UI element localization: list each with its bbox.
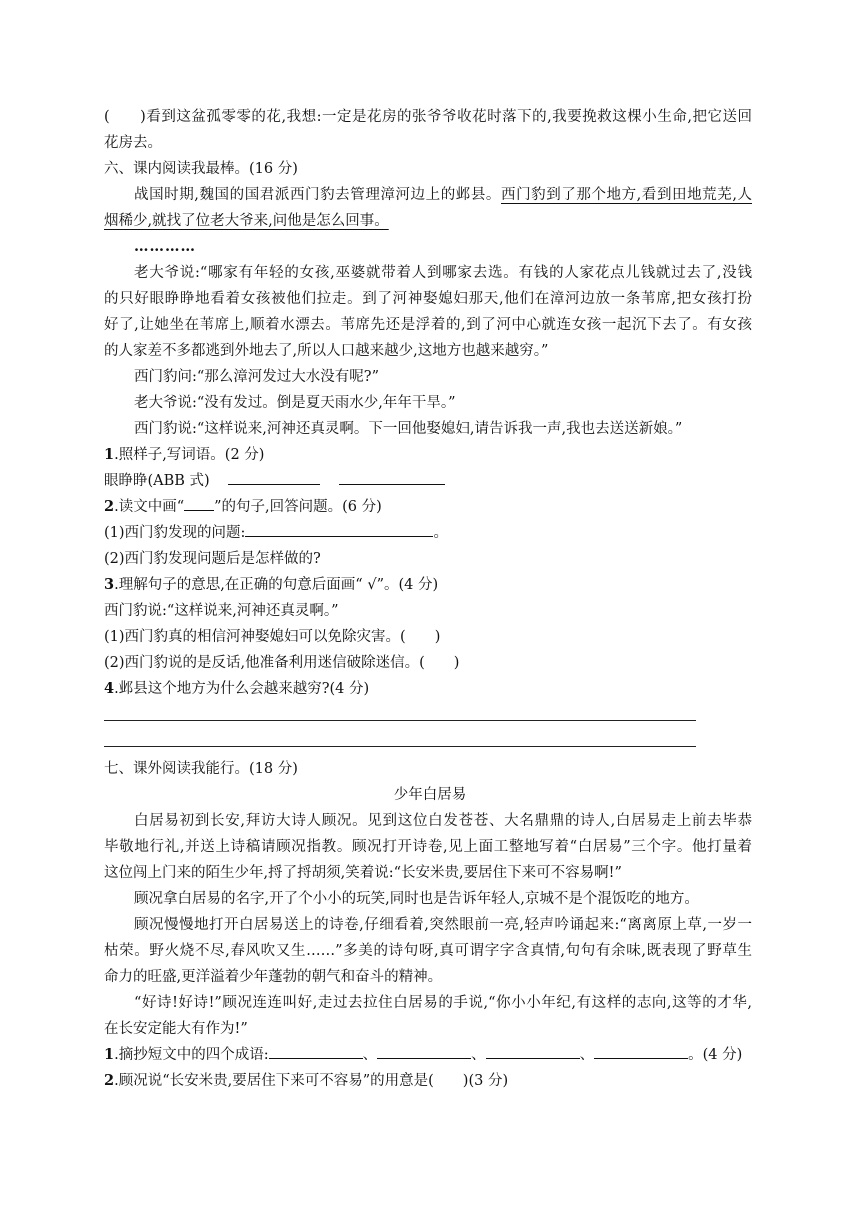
s6-question-3 [104,574,438,596]
s7-question-2 [104,1070,508,1092]
s6-q1-example: 眼睁睁(ABB 式) [104,473,210,489]
section-6-heading: 六、课内阅读我最棒。(16 分) [104,161,298,177]
section-7-heading: 七、课外阅读我能行。(18 分) [104,761,298,777]
s6-q1-answer-row [104,470,445,492]
s7-paragraph-4-line-2: 在长安定能大有作为!” [104,1021,248,1037]
s6-question-4 [104,678,369,700]
s7-paragraph-4-line-1: “好诗!好诗!”顾况连连叫好,走过去拉住白居易的手说,“你小小年纪,有这样的志向,这等的才华, [134,995,752,1011]
s6-q4-text: .邺县这个地方为什么会越来越穷?(4 分) [114,681,370,697]
s7-q1-sep-1: 、 [362,1047,378,1063]
s6-q2-underline-marker [184,496,214,511]
s6-p1-plain: 战国时期,魏国的国君派西门豹去管理漳河边上的邺县。 [134,187,501,203]
s6-q3-text: .理解句子的意思,在正确的句意后面画“ √”。(4 分) [114,577,439,593]
s7-q1-text: .摘抄短文中的四个成语: [114,1047,269,1063]
s6-paragraph-2-line-1: 老大爷说:“哪家有年轻的女孩,巫婆就带着人到哪家去选。有钱的人家花点儿钱就过去了,没钱 [134,265,752,281]
s7-question-1 [104,1044,742,1066]
s7-q2-number: 2 [104,1072,115,1089]
s6-q1-number: 1 [104,446,115,463]
s6-paragraph-5: 西门豹说:“这样说来,河神还真灵啊。下一回他娶媳妇,请告诉我一声,我也去送送新娘。” [134,421,683,437]
s7-q2-text: .顾况说“长安米贵,要居住下来可不容易”的用意是( )(3 分) [114,1073,509,1089]
s7-q1-blank-3[interactable] [486,1044,580,1059]
s6-paragraph-4: 老大爷说:“没有发过。倒是夏天雨水少,年年干旱。” [134,395,456,411]
intro-line-2: 花房去。 [104,135,162,151]
s6-q2-text-b: ”的句子,回答问题。(6 分) [214,499,382,515]
s6-q2-text-a: .读文中画“ [114,499,185,515]
s6-q3-option-2[interactable]: (2)西门豹说的是反话,他准备利用迷信破除迷信。( ) [104,655,460,671]
s7-paragraph-1-line-3: 这位闯上门来的陌生少年,捋了捋胡须,笑着说:“长安米贵,要居住下来可不容易啊!” [104,865,622,881]
s7-q1-end: 。(4 分) [688,1047,743,1063]
s6-p1-underlined-b: 烟稀少,就找了位老大爷来,问他是怎么回事。 [104,213,389,229]
s7-paragraph-3-line-2: 枯荣。野火烧不尽,春风吹又生……”多美的诗句呀,真可谓字字含真情,句句有余味,既表现了野草生 [104,943,752,959]
s6-q2-sub-2: (2)西门豹发现问题后是怎样做的? [104,551,321,567]
s6-q2-sub-1 [104,522,448,544]
s7-paragraph-3-line-1: 顾况慢慢地打开白居易送上的诗卷,仔细看着,突然眼前一亮,轻声吟诵起来:“离离原上草,一岁一 [134,917,752,933]
s6-q1-text: .照样子,写词语。(2 分) [114,447,265,463]
s6-q1-blank-1[interactable] [228,470,320,485]
s7-paragraph-1-line-1: 白居易初到长安,拜访大诗人顾况。见到这位白发苍苍、大名鼎鼎的诗人,白居易走上前去毕恭 [134,813,752,829]
s7-q1-blank-4[interactable] [594,1044,688,1059]
s6-paragraph-3: 西门豹问:“那么漳河发过大水没有呢?” [134,369,379,385]
s6-q3-number: 3 [104,576,115,593]
s6-ellipsis: ………… [134,238,196,255]
s7-paragraph-2: 顾况拿白居易的名字,开了个小小的玩笑,同时也是告诉年轻人,京城不是个混饭吃的地方。 [134,891,699,907]
s7-q1-sep-2: 、 [471,1047,486,1063]
s6-q4-answer-line-2[interactable] [104,746,696,747]
s6-q4-number: 4 [104,680,115,697]
s6-p1-underlined-a: 西门豹到了那个地方,看到田地荒芜,人 [501,187,752,203]
s7-q1-blank-1[interactable] [269,1044,363,1059]
s6-paragraph-2-line-3: 好了,让她坐在苇席上,顺着水漂去。苇席先还是浮着的,到了河中心就连女孩一起沉下去了。有女孩 [104,317,752,333]
intro-line-1: ( )看到这盆孤零零的花,我想:一定是花房的张爷爷收花时落下的,我要挽救这棵小生命,把它送回 [104,109,752,125]
s6-paragraph-1-line-1 [134,184,752,206]
s7-q1-sep-3: 、 [579,1047,595,1063]
s6-q4-answer-line-1[interactable] [104,720,696,721]
s6-q3-option-1[interactable]: (1)西门豹真的相信河神娶媳妇可以免除灾害。( ) [104,629,441,645]
s6-q3-quote: 西门豹说:“这样说来,河神还真灵啊。” [104,603,339,619]
s6-question-1 [104,444,264,466]
s7-paragraph-1-line-2: 毕敬地行礼,并送上诗稿请顾况指教。顾况打开诗卷,见上面工整地写着“白居易”三个字。他打量着 [104,839,752,855]
s7-q1-blank-2[interactable] [377,1044,471,1059]
s7-q1-number: 1 [104,1046,115,1063]
s6-q2-sub1-label: (1)西门豹发现的问题: [104,525,246,541]
s6-paragraph-2-line-2: 的只好眼睁睁地看着女孩被他们拉走。到了河神娶媳妇那天,他们在漳河边放一条苇席,把女孩打扮 [104,291,752,307]
s6-q1-blank-2[interactable] [339,470,445,485]
s7-story-title: 少年白居易 [393,787,467,803]
s6-paragraph-1-line-2 [104,210,389,232]
s6-q2-number: 2 [104,498,115,515]
s7-paragraph-3-line-3: 命力的旺盛,更洋溢着少年蓬勃的朝气和奋斗的精神。 [104,969,443,985]
s6-question-2 [104,496,382,518]
s6-paragraph-2-line-4: 的人家差不多都逃到外地去了,所以人口越来越少,这地方也越来越穷。” [104,343,549,359]
s6-q2-sub1-end: 。 [433,525,448,541]
s6-q2-sub1-blank[interactable] [245,522,433,537]
